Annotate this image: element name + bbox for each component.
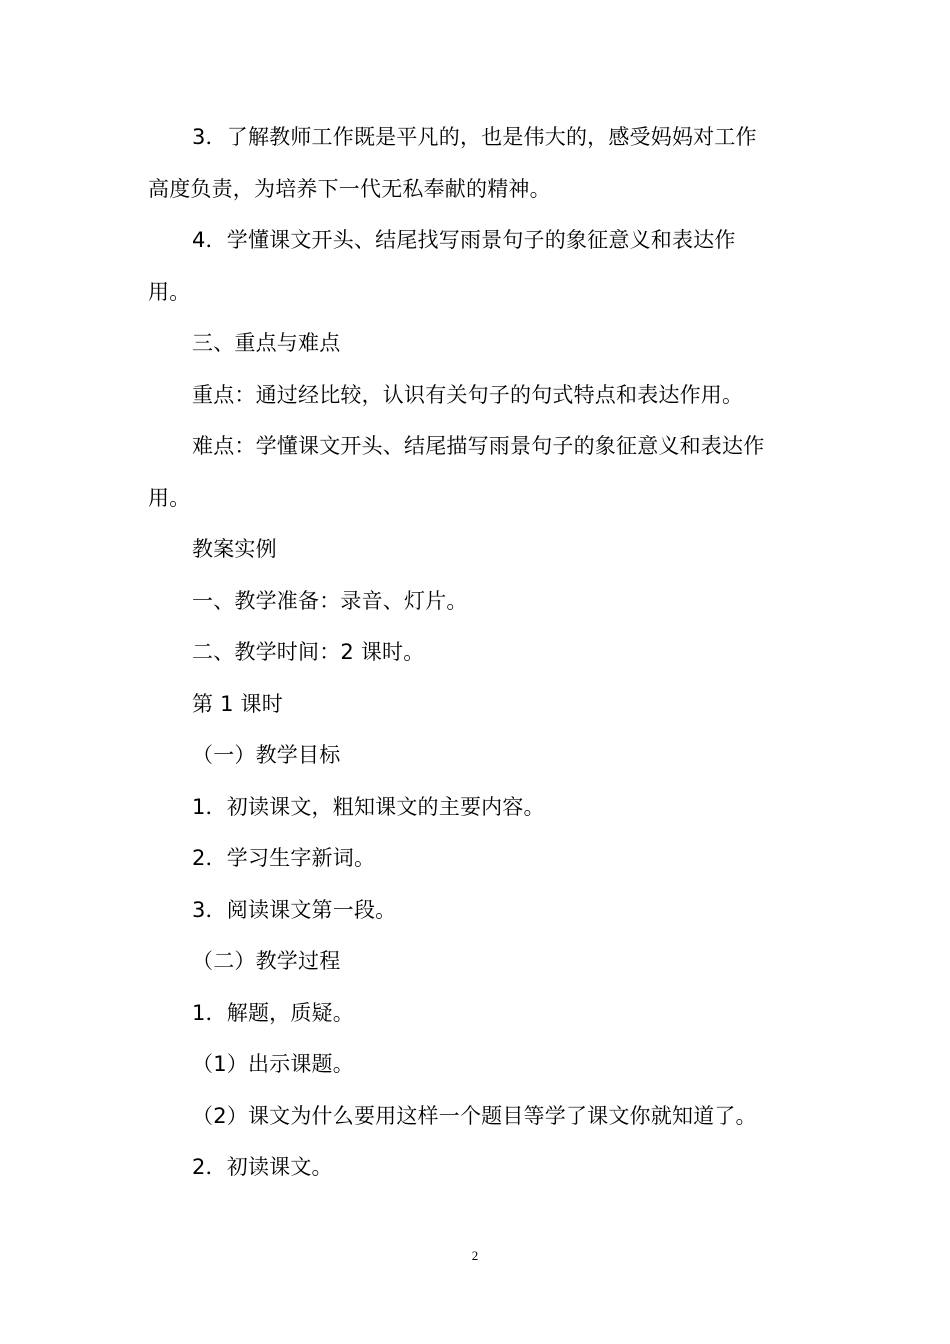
list-item-step-2: 2．初读课文。 <box>192 1155 333 1179</box>
heading-lesson-1: 第 1 课时 <box>192 691 283 716</box>
paragraph-objective-3-line1: 3．了解教师工作既是平凡的，也是伟大的，感受妈妈对工作 <box>192 125 757 149</box>
paragraph-objective-3-line2: 高度负责，为培养下一代无私奉献的精神。 <box>148 176 551 201</box>
page-number: 2 <box>471 1248 479 1263</box>
list-item-goal-1: 1．初读课文，粗知课文的主要内容。 <box>192 794 545 819</box>
heading-teaching-process: （二）教学过程 <box>192 949 341 973</box>
heading-teaching-goals: （一）教学目标 <box>192 743 341 767</box>
paragraph-teaching-time: 二、教学时间：2 课时。 <box>192 640 425 664</box>
list-item-step-1: 1．解题，质疑。 <box>192 1000 354 1025</box>
paragraph-objective-4-line2: 用。 <box>148 279 191 304</box>
paragraph-objective-4-line1: 4．学懂课文开头、结尾找写雨景句子的象征意义和表达作 <box>192 228 736 252</box>
paragraph-difficulty-line2: 用。 <box>148 485 191 510</box>
heading-lesson-plan-example: 教案实例 <box>192 537 277 561</box>
list-item-goal-2: 2．学习生字新词。 <box>192 846 376 870</box>
body-text <box>148 112 800 1194</box>
paragraph-preparation: 一、教学准备：录音、灯片。 <box>192 588 468 613</box>
list-item-step-1-1: （1）出示课题。 <box>192 1052 354 1076</box>
list-item-step-1-2: （2）课文为什么要用这样一个题目等学了课文你就知道了。 <box>192 1103 757 1128</box>
section-heading-key-and-difficult-points: 三、重点与难点 <box>192 331 341 355</box>
paragraph-difficulty-line1: 难点：学懂课文开头、结尾描写雨景句子的象征意义和表达作 <box>192 434 765 458</box>
paragraph-key-point: 重点：通过经比较，认识有关句子的句式特点和表达作用。 <box>192 382 744 407</box>
list-item-goal-3: 3．阅读课文第一段。 <box>192 897 397 922</box>
